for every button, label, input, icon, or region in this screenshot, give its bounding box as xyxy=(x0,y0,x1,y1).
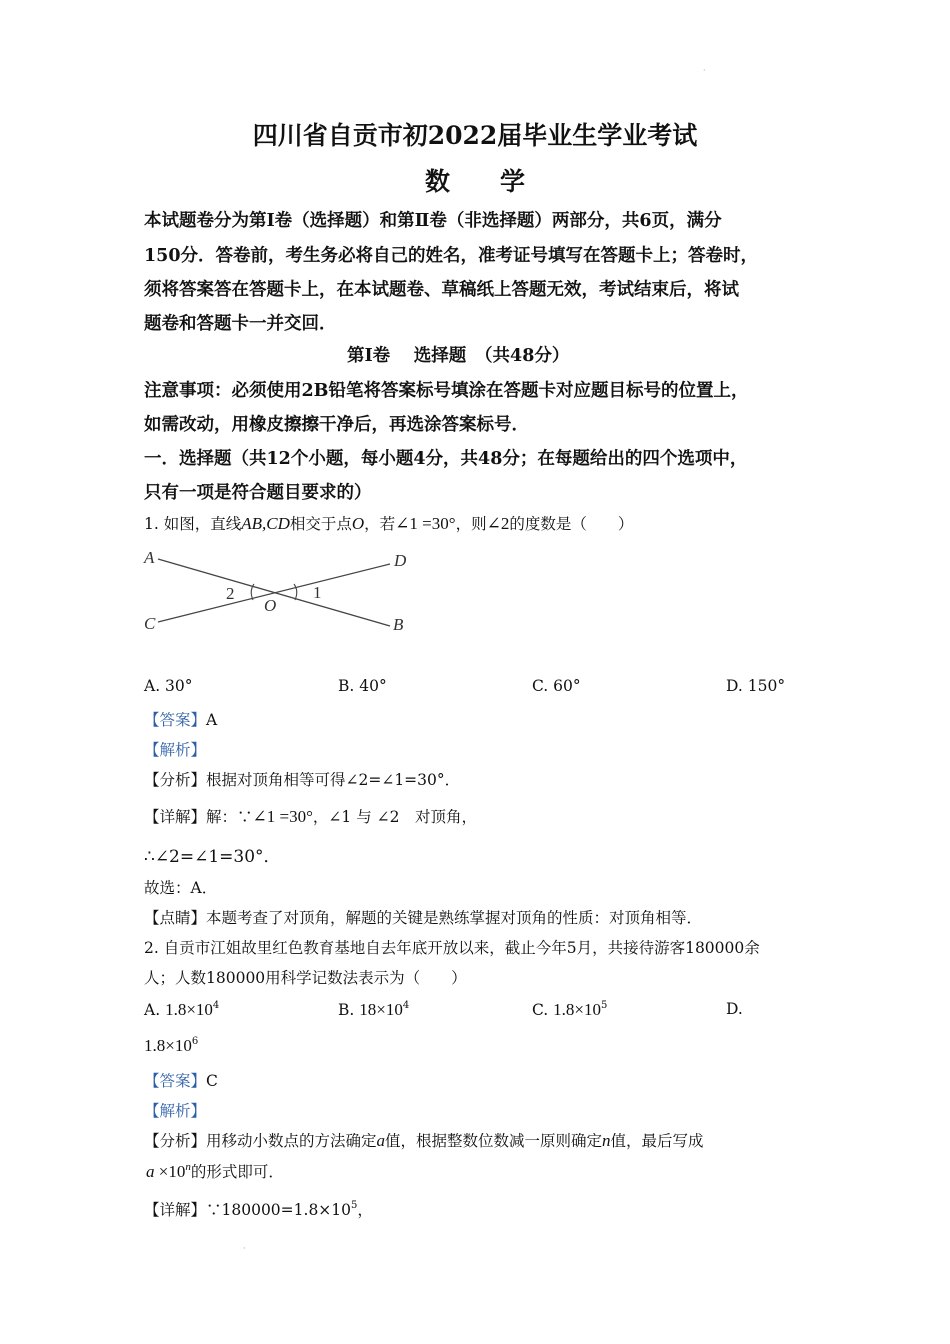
q1-xiangjie xyxy=(144,805,477,827)
q2-answer xyxy=(144,1069,218,1091)
label-angle-2: 2 xyxy=(226,584,235,603)
section-heading: 第Ⅰ卷 选择题 （共48分） xyxy=(347,346,570,366)
q1-xiangjie-text-b: ， xyxy=(312,808,329,826)
q1-xiangjie-text-a: 【详解】解：∵ xyxy=(144,808,253,826)
q1-xiangjie-math-2: ∠1 与 ∠2 xyxy=(328,808,400,826)
q1-figure xyxy=(140,544,420,636)
q2-fenxi-var-n: n xyxy=(602,1131,611,1150)
subject-title: 数 学 xyxy=(424,167,525,196)
part-heading-1: 一．选择题（共12个小题，每小题4分，共48分；在每题给出的四个选项中， xyxy=(144,449,748,469)
q1-choose: 故选：A． xyxy=(144,879,218,897)
q1-option-a: A. 30° xyxy=(144,677,193,695)
label-angle-1: 1 xyxy=(313,583,322,602)
q2-option-b-base: 18×10 xyxy=(359,1000,403,1019)
q2-form-end: 的形式即可． xyxy=(190,1163,284,1181)
q2-option-a-letter: A. xyxy=(144,1001,161,1019)
q1-stem-text-b: 相交于点 xyxy=(289,515,352,533)
q2-form-base: ×10 xyxy=(154,1162,186,1181)
q1-stem-text-e: 的度数是（ ） xyxy=(509,515,634,533)
q2-answer-value: C xyxy=(206,1072,218,1090)
page-mark-top: · xyxy=(703,66,706,75)
q1-answer-value: A xyxy=(206,711,218,729)
q1-answer-tag: 【答案】 xyxy=(144,711,207,729)
notice-line-1: 注意事项：必须使用2B铅笔将答案标号填涂在答题卡对应题目标号的位置上， xyxy=(144,381,749,401)
q2-xiangjie-end: ， xyxy=(357,1201,373,1219)
page-mark-bottom: · xyxy=(243,1244,246,1253)
q2-option-d-base: 1.8×10 xyxy=(144,1036,192,1055)
intro-line-2: 150分．答卷前，考生务必将自己的姓名，准考证号填写在答题卡上；答卷时， xyxy=(144,246,759,266)
q1-stem xyxy=(144,512,633,534)
intro-line-3: 须将答案答在答题卡上，在本试题卷、草稿纸上答题无效，考试结束后，将试 xyxy=(144,280,739,300)
q1-stem-text-c: ，若 xyxy=(364,515,396,533)
intro-line-1: 本试题卷分为第Ⅰ卷（选择题）和第Ⅱ卷（非选择题）两部分，共6页，满分 xyxy=(144,211,722,231)
q2-form-exp: n xyxy=(185,1161,191,1173)
q2-option-c-letter: C. xyxy=(532,1001,549,1019)
q1-option-d: D. 150° xyxy=(726,677,786,695)
q2-fenxi-text-b: 值，根据整数位数减一原则确定 xyxy=(385,1132,603,1150)
q2-option-c-exp: 5 xyxy=(601,1000,608,1011)
q1-xiangjie-math-1: ∠1 =30° xyxy=(252,807,313,826)
q1-stem-math-angle2: ∠2 xyxy=(486,514,510,533)
q2-option-b-letter: B. xyxy=(338,1001,355,1019)
q2-fenxi-text-a: 【分析】用移动小数点的方法确定 xyxy=(144,1132,377,1150)
angle-1-arc xyxy=(294,584,297,600)
q1-stem-math-angle1: ∠1 =30° xyxy=(395,514,456,533)
q1-stem-text-a: 1. 如图，直线 xyxy=(144,515,242,533)
q2-option-c-base: 1.8×10 xyxy=(553,1000,602,1019)
q2-xiangjie xyxy=(144,1198,373,1220)
exam-title: 四川省自贡市初2022届毕业生学业考试 xyxy=(252,121,698,150)
q1-option-c: C. 60° xyxy=(532,677,581,695)
notice-line-2: 如需改动，用橡皮擦擦干净后，再选涂答案标号． xyxy=(144,415,529,435)
q1-therefore: ∴∠2=∠1=30°． xyxy=(144,847,281,867)
q2-option-d-letter: D. xyxy=(726,1000,743,1018)
q1-stem-text-d: ，则 xyxy=(455,515,487,533)
q2-option-b xyxy=(338,1000,409,1020)
q2-xiangjie-text: 【详解】∵180000=1.8×10 xyxy=(144,1201,352,1219)
q1-fenxi: 【分析】根据对顶角相等可得∠2=∠1=30°． xyxy=(144,771,461,789)
q2-answer-tag: 【答案】 xyxy=(144,1072,207,1090)
q1-analysis-tag: 【解析】 xyxy=(144,741,207,759)
q1-stem-math-lines: AB,CD xyxy=(241,514,290,533)
q2-form-a: a xyxy=(146,1162,155,1181)
q2-stem-line-1: 2. 自贡市江姐故里红色教育基地自去年底开放以来，截止今年5月，共接待游客180000余 xyxy=(144,939,760,957)
q2-option-d-value xyxy=(144,1036,198,1056)
q2-form xyxy=(146,1160,284,1182)
part-heading-2: 只有一项是符合题目要求的） xyxy=(144,483,372,503)
q1-xiangjie-text-c: 对顶角， xyxy=(399,808,477,826)
q2-option-b-exp: 4 xyxy=(402,1000,410,1011)
label-o: O xyxy=(264,596,277,615)
q1-option-b: B. 40° xyxy=(338,677,387,695)
q2-fenxi xyxy=(144,1129,704,1151)
label-d: D xyxy=(394,551,407,570)
q2-option-c xyxy=(532,1000,607,1020)
q1-dianjing: 【点睛】本题考查了对顶角，解题的关键是熟练掌握对顶角的性质：对顶角相等． xyxy=(144,909,703,927)
q1-answer xyxy=(144,708,217,730)
q1-stem-math-point: O xyxy=(351,514,365,533)
q2-fenxi-var-a: a xyxy=(376,1131,386,1150)
label-c: C xyxy=(144,614,156,633)
q2-xiangjie-exp: 5 xyxy=(351,1200,358,1211)
q2-fenxi-text-c: 值，最后写成 xyxy=(610,1132,704,1150)
q2-option-d-exp: 6 xyxy=(191,1036,199,1047)
label-b: B xyxy=(393,615,404,634)
q2-analysis-tag: 【解析】 xyxy=(144,1102,207,1120)
q2-stem-line-2: 人；人数180000用科学记数法表示为（ ） xyxy=(144,969,467,987)
intro-line-4: 题卷和答题卡一并交回． xyxy=(144,314,337,334)
q2-option-a-base: 1.8×10 xyxy=(165,1000,213,1019)
q2-option-a xyxy=(144,1000,219,1020)
label-a: A xyxy=(144,548,155,567)
q2-option-a-exp: 4 xyxy=(212,1000,220,1011)
